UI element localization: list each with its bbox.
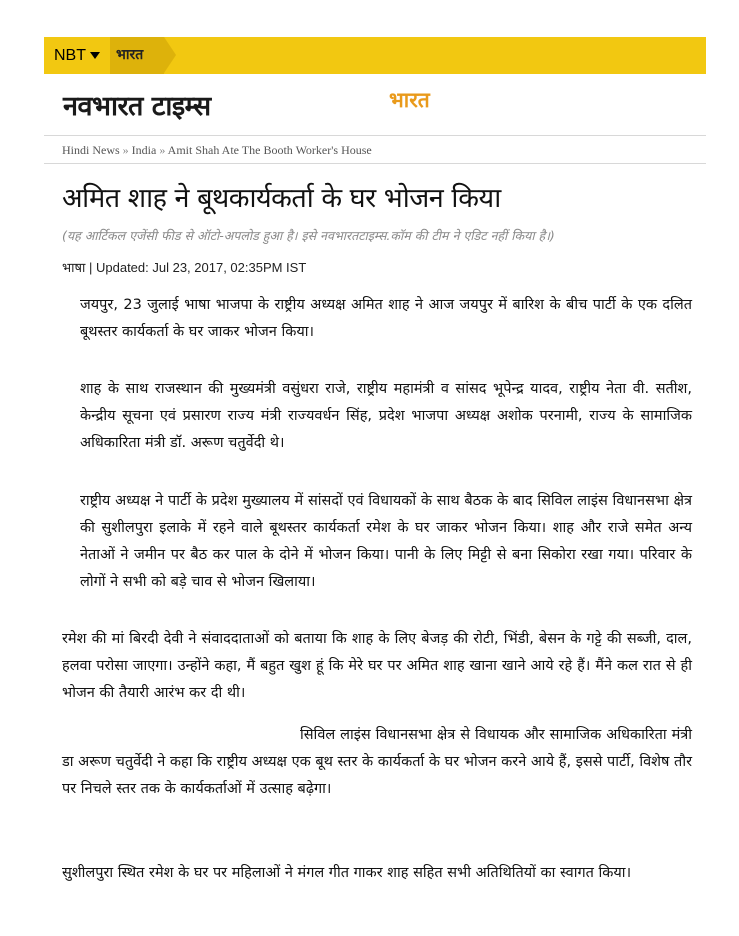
article-paragraph: रमेश की मां बिरदी देवी ने संवाददाताओं को बताया कि शाह के लिए बेजड़ की रोटी, भिंडी, बेसन के गट्टे की सब्जी, दाल, हलवा परोसा जाएगा। उन्होंने कहा, मैं बहुत खुश हूं कि मेरे घर पर अमित शाह खाना खाने आये रहे हैं। मैंने कल रात से ही भोजन की तैयारी आरंभ कर दी थी। [62,631,692,701]
article-paragraph: जयपुर, 23 जुलाई भाषा भाजपा के राष्ट्रीय अध्यक्ष अमित शाह ने आज जयपुर में बारिश के बीच पार्टी के एक दलित बूथस्तर कार्यकर्ता के घर जाकर भोजन किया। [80,297,692,340]
nbt-menu-button[interactable] [54,47,100,65]
divider [44,163,706,164]
breadcrumb [62,143,372,158]
breadcrumb-current: Amit Shah Ate The Booth Worker's House [167,143,372,157]
breadcrumb-separator: » [159,143,166,157]
article-disclaimer: (यह आर्टिकल एजेंसी फीड से ऑटो-अपलोड हुआ है। इसे नवभारतटाइम्स.कॉम की टीम ने एडिट नहीं किया है।) [62,228,555,243]
caret-down-icon [90,52,100,59]
section-tab-label: भारत [116,47,144,63]
top-nav-bar [44,37,706,74]
article-byline: भाषा | Updated: Jul 23, 2017, 02:35PM IST [62,260,307,275]
article-paragraph: शाह के साथ राजस्थान की मुख्यमंत्री वसुंधरा राजे, राष्ट्रीय महामंत्री व सांसद भूपेन्द्र यादव, राष्ट्रीय नेता वी. सतीश, केन्द्रीय सूचना एवं प्रसारण राज्य मंत्री राज्यवर्धन सिंह, प्रदेश भाजपा अध्यक्ष अशोक परनामी, राज्य के सामाजिक अधिकारिता मंत्री डॉ. अरूण चतुर्वेदी थे। [80,381,692,451]
article-paragraph: राष्ट्रीय अध्यक्ष ने पार्टी के प्रदेश मुख्यालय में सांसदों एवं विधायकों के साथ बैठक के बाद सिविल लाइंस विधानसभा क्षेत्र की सुशीलपुरा इलाके में रहने वाले बूथस्तर कार्यकर्ता रमेश के घर जाकर भोजन किया। शाह और राजे समेत अन्य नेताओं ने जमीन पर बैठ कर पाल के दोने में भोजन किया। पानी के लिए मिट्टी से बना सिकोरा रखा गया। परिवार के लोगों ने सभी को बड़े चाव से भोजन खिलाया। [80,493,693,590]
divider [44,135,706,136]
nbt-label: NBT [54,47,86,64]
breadcrumb-india-link[interactable]: India [131,143,157,157]
article-headline: अमित शाह ने बूथकार्यकर्ता के घर भोजन किया [62,183,501,214]
breadcrumb-home-link[interactable]: Hindi News [62,143,120,157]
article-paragraph: सुशीलपुरा स्थित रमेश के घर पर महिलाओं ने मंगल गीत गाकर शाह सहित सभी अतिथितियों का स्वागत किया। [62,865,632,881]
breadcrumb-separator: » [122,143,129,157]
article-paragraph: सिविल लाइंस विधानसभा क्षेत्र से विधायक और सामाजिक अधिकारिता मंत्री डा अरूण चतुर्वेदी ने कहा कि राष्ट्रीय अध्यक्ष एक बूथ स्तर के कार्यकर्ता के घर भोजन करने आये हैं, इससे पार्टी, विशेष तौर पर निचले स्तर तक के कार्यकर्ताओं में उत्साह बढ़ेगा। [62,727,692,797]
section-label[interactable]: भारत [389,88,430,112]
site-logo[interactable]: नवभारत टाइम्स [63,91,211,122]
section-tab-bharat[interactable] [110,37,164,74]
